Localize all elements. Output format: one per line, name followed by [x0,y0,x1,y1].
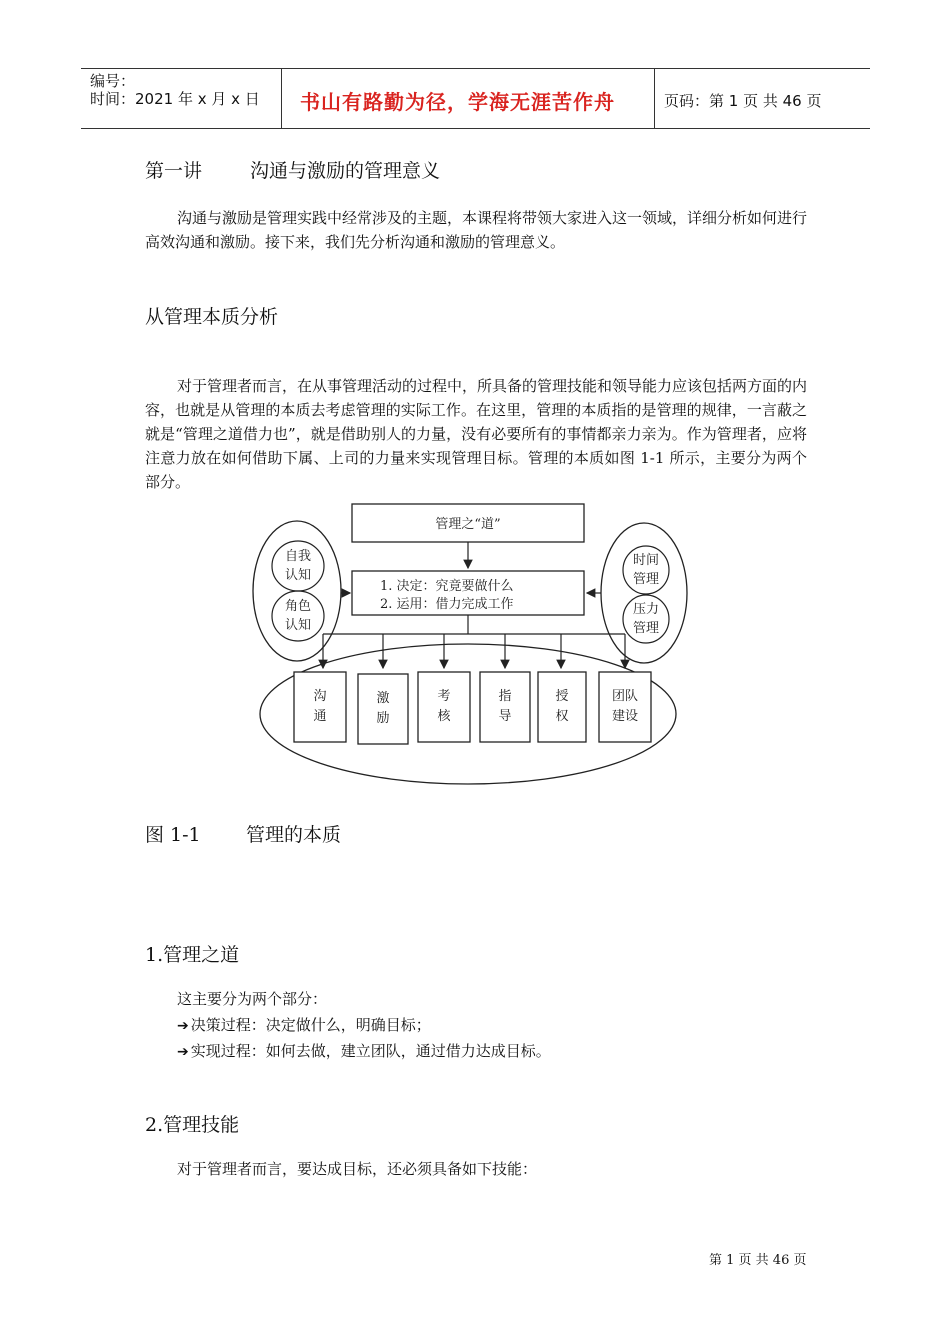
bottom-box-6-line1: 团队 [611,689,639,704]
header-page: 页码：第 1 页 共 46 页 [664,92,822,110]
bottom-box-3-line1: 考 [437,689,451,704]
left-circle-1-line2: 认知 [284,568,312,583]
essence-paragraph: 对于管理者而言，在从事管理活动的过程中，所具备的管理技能和领导能力应该包括两方面的内容，也就是从管理的本质去考虑管理的实际工作。在这里，管理的本质指的是管理的规律，一言蔽之就是“管理之道借力也”，就是借助别人的力量，没有必要所有的事情都亲力亲为。作为管理者，应将注意力放在如何借助下属、上司的力量来实现管理目标。管理的本质如图 1-1 所示，主要分为两个部分。 [145,377,808,491]
right-circle-1-line1: 时间 [632,553,660,568]
arrow-right-icon: ➔ [177,1018,189,1034]
bottom-box-4-line1: 指 [498,689,512,704]
center-line-2: 2. 运用：借力完成工作 [380,597,514,612]
bottom-box-1-line2: 通 [313,709,327,724]
header-bottom-rule [81,128,870,129]
way-bullet-2-text: 实现过程：如何去做，建立团队，通过借力达成目标。 [190,1042,551,1060]
header-time: 时间：2021 年 x 月 x 日 [90,90,260,108]
bottom-box-2-line2: 励 [376,711,390,726]
intro-paragraph: 沟通与激励是管理实践中经常涉及的主题，本课程将带领大家进入这一领域，详细分析如何进行高效沟通和激励。接下来，我们先分析沟通和激励的管理意义。 [145,209,808,251]
bottom-box-3 [418,634,470,742]
top-box-label: 管理之“道” [435,517,501,532]
header-top-rule [81,68,870,69]
bottom-box-5-line1: 授 [555,689,569,704]
header-serial: 编号： [90,72,136,90]
bottom-box-6-line2: 建设 [611,709,639,724]
way-bullet-1 [177,1012,431,1039]
left-circle-2-line2: 认知 [284,618,312,633]
bottom-box-2 [358,634,408,744]
way-bullet-2 [177,1038,551,1065]
header-divider-2 [654,69,655,129]
right-circle-2-line2: 管理 [632,621,660,636]
bottom-box-4-line2: 导 [498,709,512,724]
bottom-box-4 [480,634,530,742]
header-motto: 书山有路勤为径，学海无涯苦作舟 [300,90,615,114]
figure-title: 管理的本质 [246,824,342,846]
bottom-box-2-line1: 激 [376,691,390,706]
bottom-box-3-line2: 核 [437,709,451,724]
left-circle-2-line1: 角色 [284,599,312,614]
way-intro: 这主要分为两个部分： [177,990,328,1008]
header-divider-1 [281,69,282,129]
center-line-1: 1. 决定：究竟要做什么 [380,579,514,594]
way-bullet-1-text: 决策过程：决定做什么，明确目标； [190,1016,431,1034]
lecture-number: 第一讲 [145,160,203,182]
figure-number: 图 1-1 [145,824,201,846]
lecture-title: 沟通与激励的管理意义 [250,160,441,182]
right-circle-2-line1: 压力 [632,602,660,617]
management-essence-diagram [250,498,690,790]
bottom-box-5-line2: 权 [555,709,569,724]
bottom-box-6 [599,634,651,742]
section-title-skills: 2.管理技能 [145,1114,240,1136]
footer-page-number: 第 1 页 共 46 页 [709,1253,807,1268]
bottom-box-5 [538,634,586,742]
skills-intro: 对于管理者而言，要达成目标，还必须具备如下技能： [177,1160,538,1178]
right-circle-1-line2: 管理 [632,572,660,587]
section-title-essence: 从管理本质分析 [145,306,279,328]
section-title-way: 1.管理之道 [145,944,240,966]
left-circle-1-line1: 自我 [284,549,312,564]
right-oval [601,523,687,663]
bottom-box-1-line1: 沟 [313,689,327,704]
arrow-right-icon: ➔ [177,1044,189,1060]
